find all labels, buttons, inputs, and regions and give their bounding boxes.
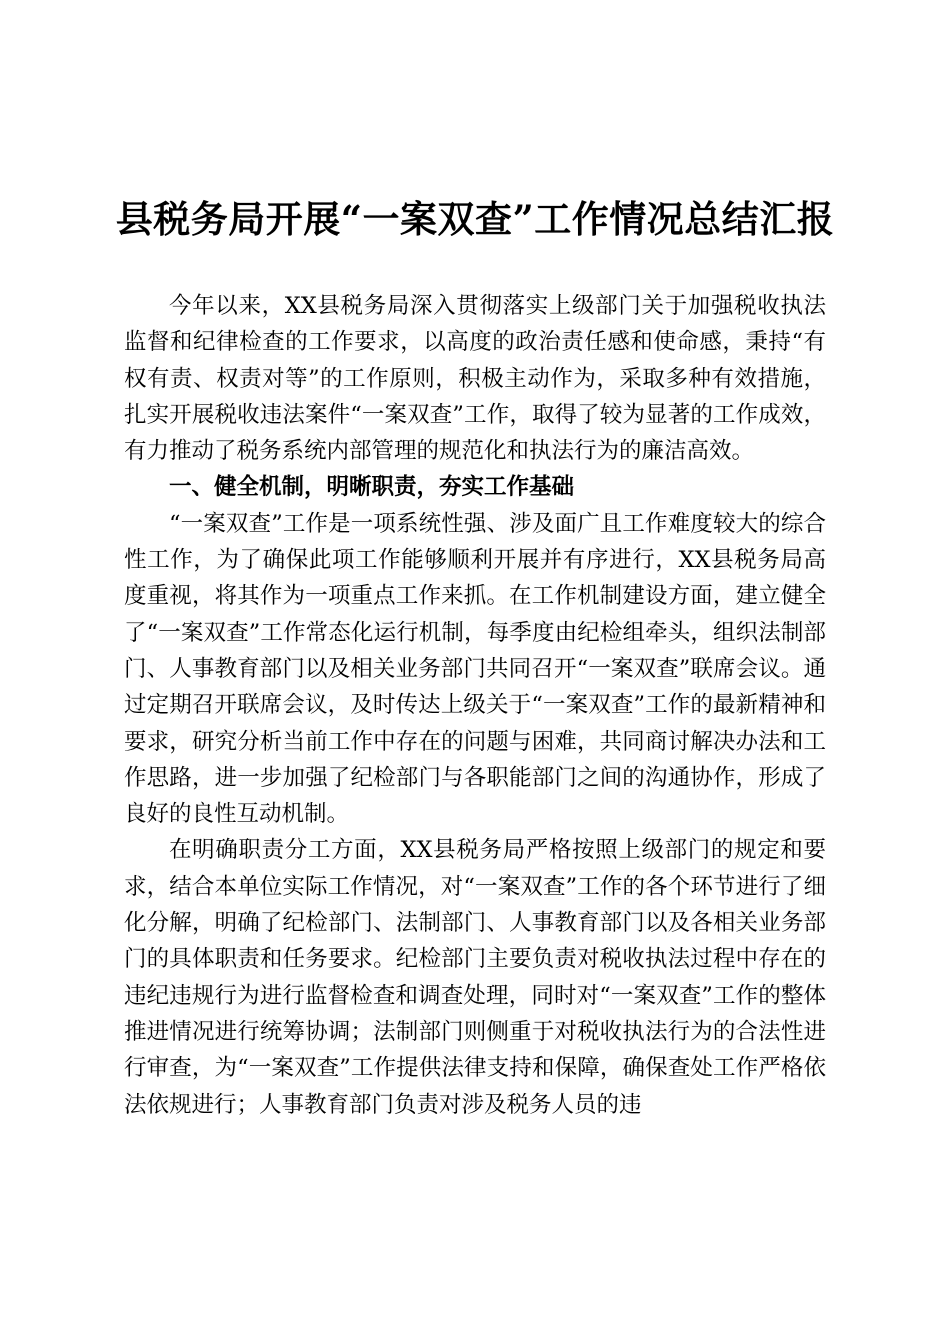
body-paragraph: 在明确职责分工方面，XX县税务局严格按照上级部门的规定和要求，结合本单位实际工作情况，对“一案双查”工作的各个环节进行了细化分解，明确了纪检部门、法制部门、人事教育部门以及各相关业务部门的具体职责和任务要求。纪检部门主要负责对税收执法过程中存在的违纪违规行为进行监督检查和调查处理，同时对“一案双查”工作的整体推进情况进行统筹协调；法制部门则侧重于对税收执法行为的合法性进行审查，为“一案双查”工作提供法律支持和保障，确保查处工作严格依法依规进行；人事教育部门负责对涉及税务人员的违 bbox=[124, 837, 826, 1118]
document-body bbox=[124, 288, 826, 1123]
body-paragraph: “一案双查”工作是一项系统性强、涉及面广且工作难度较大的综合性工作，为了确保此项工作能够顺利开展并有序进行，XX县税务局高度重视，将其作为一项重点工作来抓。在工作机制建设方面，建立健全了“一案双查”工作常态化运行机制，每季度由纪检组牵头，组织法制部门、人事教育部门以及相关业务部门共同召开“一案双查”联席会议。通过定期召开联席会议，及时传达上级关于“一案双查”工作的最新精神和要求，研究分析当前工作中存在的问题与困难，共同商讨解决办法和工作思路，进一步加强了纪检部门与各职能部门之间的沟通协作，形成了良好的良性互动机制。 bbox=[124, 510, 826, 828]
document-title: 县税务局开展“一案双查”工作情况总结汇报 bbox=[115, 197, 835, 241]
intro-paragraph: 今年以来，XX县税务局深入贯彻落实上级部门关于加强税收执法监督和纪律检查的工作要求，以高度的政治责任感和使命感，秉持“有权有责、权责对等”的工作原则，积极主动作为，采取多种有效措施，扎实开展税收违法案件“一案双查”工作，取得了较为显著的工作成效，有力推动了税务系统内部管理的规范化和执法行为的廉洁高效。 bbox=[124, 293, 826, 465]
section-heading: 一、健全机制，明晰职责，夯实工作基础 bbox=[169, 474, 575, 501]
